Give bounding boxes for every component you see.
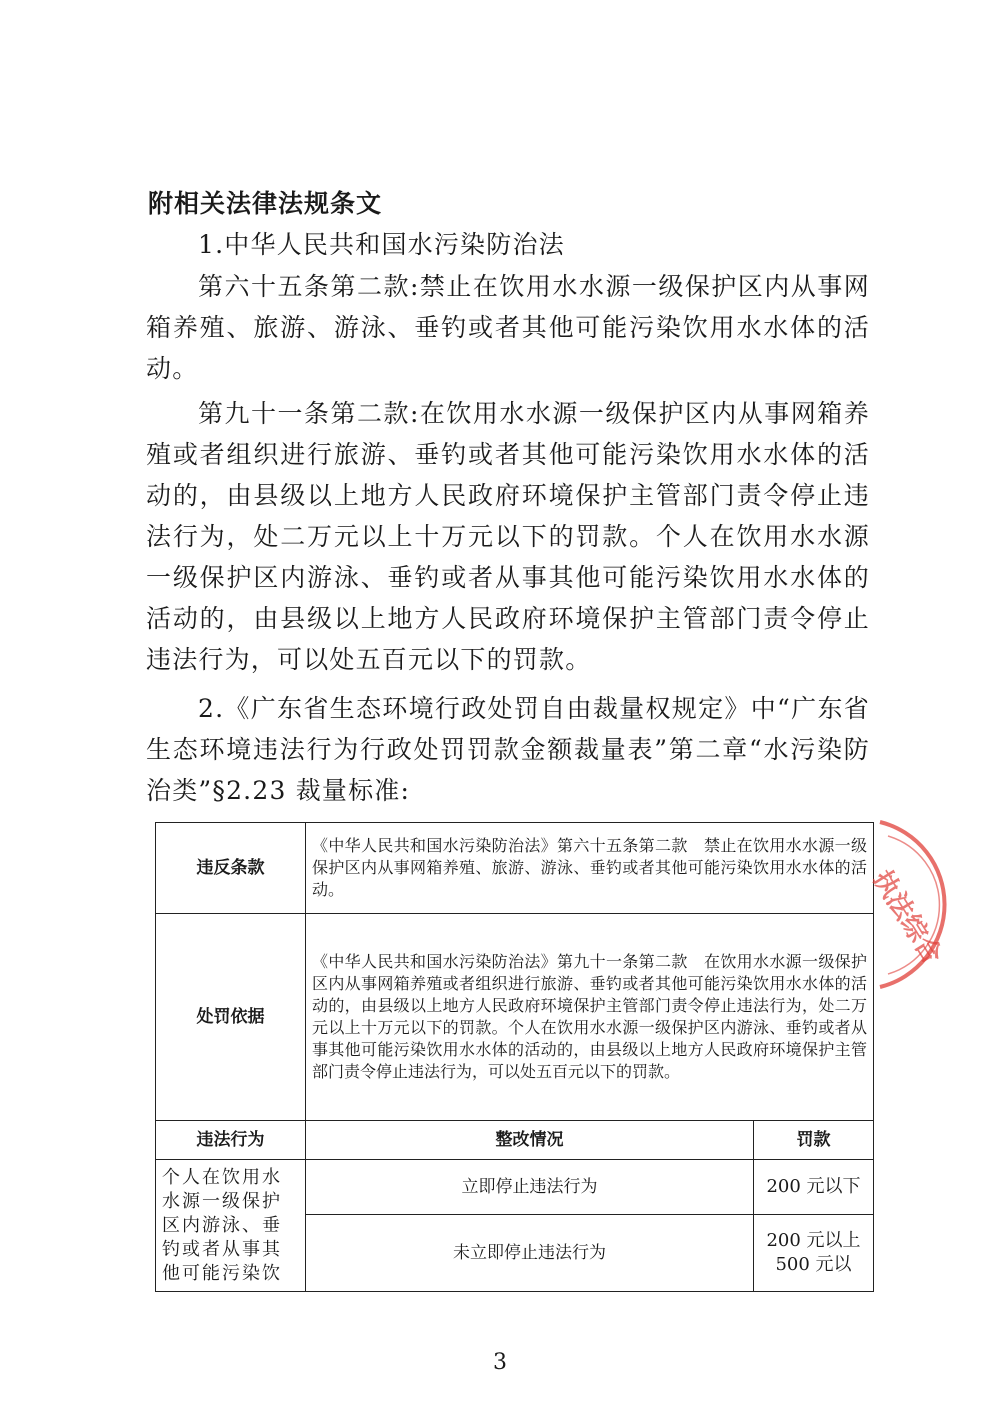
section-title: 附相关法律法规条文: [148, 189, 383, 218]
penalty-table: [155, 822, 874, 1292]
fine-cell: 200 元以上 500 元以: [754, 1215, 874, 1292]
basis-row: [156, 914, 874, 1121]
rectification-cell: 未立即停止违法行为: [306, 1215, 754, 1292]
article-65-paragraph: 第六十五条第二款:禁止在饮用水水源一级保护区内从事网箱养殖、旅游、游泳、垂钓或者其他可能污染饮用水水体的活动。: [146, 272, 870, 383]
violation-row: [156, 823, 874, 914]
basis-label: 处罚依据: [156, 914, 306, 1121]
violation-text: 《中华人民共和国水污染防治法》第六十五条第二款 禁止在饮用水水源一级保护区内从事网箱养殖、旅游、游泳、垂钓或者其他可能污染饮用水水体的活动。: [306, 823, 874, 914]
header-row: [156, 1121, 874, 1160]
seal-text: 执法综合: [866, 865, 948, 970]
behavior-text: 个人在饮用水水源一级保护区内游泳、垂钓或者从事其他可能污染饮: [156, 1160, 306, 1292]
fine-header: 罚款: [754, 1121, 874, 1160]
violation-label: 违反条款: [156, 823, 306, 914]
discretion-standard-paragraph: 2.《广东省生态环境行政处罚自由裁量权规定》中“广东省生态环境违法行为行政处罚罚款金额裁量表”第二章“水污染防治类”§2.23 裁量标准:: [146, 694, 870, 805]
basis-text: 《中华人民共和国水污染防治法》第九十一条第二款 在饮用水水源一级保护区内从事网箱养殖或者组织进行旅游、垂钓或者其他可能污染饮用水水体的活动的，由县级以上地方人民政府环境保护主管部门责令停止违法行为，处二万元以上十万元以下的罚款。个人在饮用水水源一级保护区内游泳、垂钓或者从事其他可能污染饮用水水体的活动的，由县级以上地方人民政府环境保护主管部门责令停止违法行为，可以处五百元以下的罚款。: [306, 914, 874, 1121]
law-heading-1: 1.中华人民共和国水污染防治法: [198, 230, 565, 259]
behavior-header: 违法行为: [156, 1121, 306, 1160]
fine-cell: 200 元以下: [754, 1160, 874, 1215]
rectification-header: 整改情况: [306, 1121, 754, 1160]
article-91-paragraph: 第九十一条第二款:在饮用水水源一级保护区内从事网箱养殖或者组织进行旅游、垂钓或者其他可能污染饮用水水体的活动的，由县级以上地方人民政府环境保护主管部门责令停止违法行为，处二万元以上十万元以下的罚款。个人在饮用水水源一级保护区内游泳、垂钓或者从事其他可能污染饮用水水体的活动的，由县级以上地方人民政府环境保护主管部门责令停止违法行为，可以处五百元以下的罚款。: [146, 399, 870, 674]
table-row: [156, 1160, 874, 1215]
rectification-cell: 立即停止违法行为: [306, 1160, 754, 1215]
page-number: 3: [493, 1350, 507, 1375]
